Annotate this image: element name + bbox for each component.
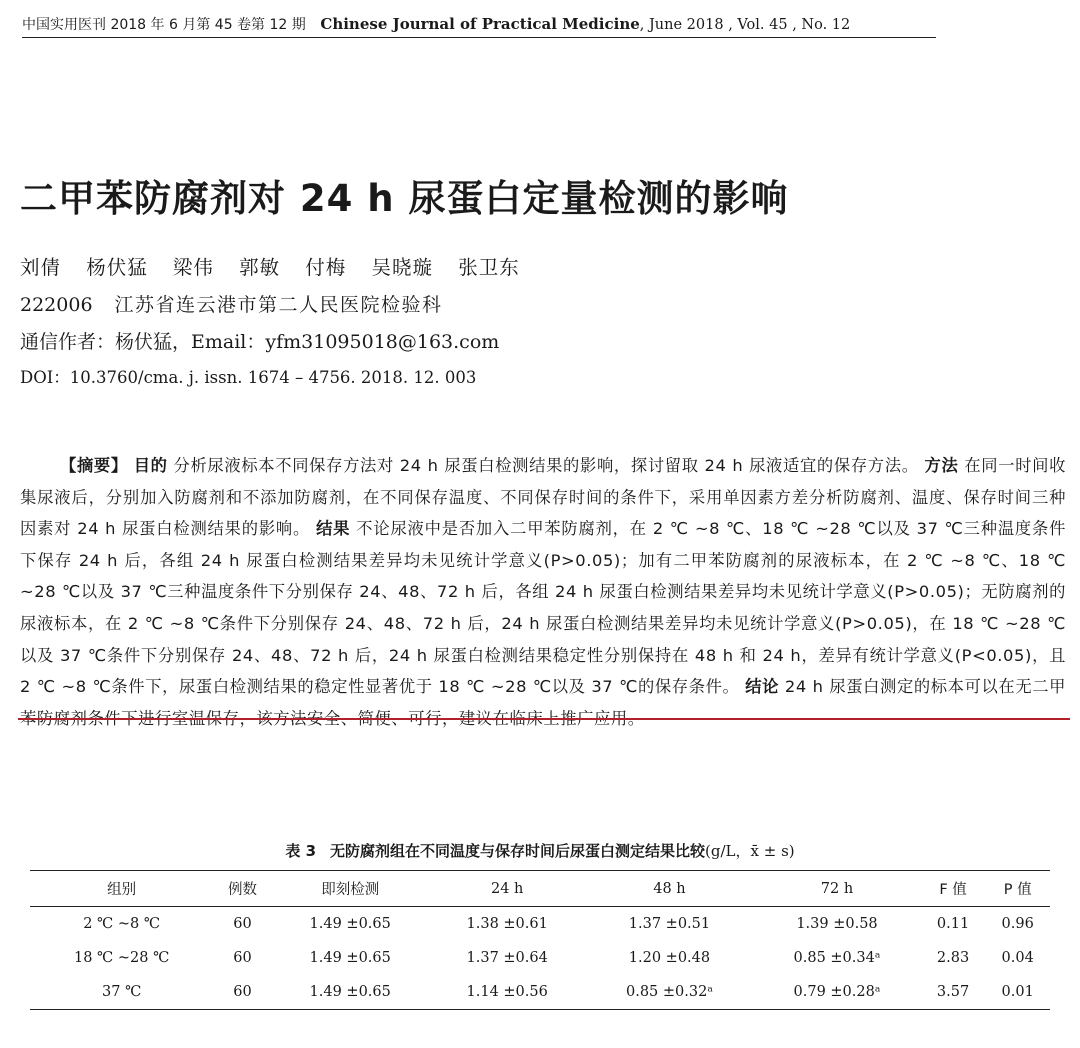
corresponding-label: 通信作者： [20, 331, 116, 353]
results-text-b: ，差异有统计学意义(P<0.05)，且 2 ℃ ~8 ℃条件下，尿蛋白检测结果的稳定性显著优于 18 ℃ ~28 ℃以及 37 ℃的保存条件。 [20, 645, 1066, 697]
table-number: 表 3 [285, 842, 317, 860]
abstract-tag: 【摘要】 [60, 456, 128, 475]
corresponding-value[interactable]: 杨伏猛，Email：yfm31095018@163.com [115, 331, 500, 353]
cell: 37 ℃ [30, 975, 213, 1010]
header-chinese: 中国实用医刊 2018 年 6 月第 45 卷第 12 期 [22, 17, 306, 33]
author-list: 刘倩 杨伏猛 梁伟 郭敏 付梅 吴晓璇 张卫东 [20, 256, 520, 279]
cell: 0.04 [1001, 950, 1034, 966]
methods-text: 在同一时间收集尿液后，分别加入防腐剂和不添加防腐剂，在不同保存温度、不同保存时间的条件下，采用单因素方差分析防腐剂、温度、保存时间三种因素对 24 h 尿蛋白检测结果的影响。 [20, 456, 1067, 539]
results-highlight: 18 ℃ ~28 ℃以及 37 ℃条件下分别保存 24、48、72 h 后，24 h 尿蛋白检测结果稳定性分别保持在 48 h 和 24 h [20, 613, 1067, 665]
col-group: 组别 [30, 871, 213, 907]
table-row [30, 907, 1050, 942]
cell: 0.96 [1001, 916, 1034, 932]
cell: 3.57 [921, 975, 986, 1010]
cell: 2 ℃ ~8 ℃ [83, 916, 161, 932]
abstract [20, 450, 1066, 734]
table-row [30, 975, 1050, 1010]
cell: 2.83 [936, 950, 970, 966]
objective-text: 分析尿液标本不同保存方法对 24 h 尿蛋白检测结果的影响，探讨留取 24 h 尿液适宜的保存方法。 [173, 456, 919, 475]
cell: 1.39 ±0.58 [796, 916, 878, 932]
conclusion-label: 结论 [745, 677, 780, 697]
conclusion-text: 24 h 尿蛋白测定的标本可以在无二甲苯防腐剂条件下进行室温保存，该方法安全、简便、可行，建议在临床上推广应用。 [20, 677, 1067, 728]
table-header-row [30, 871, 1050, 907]
col-p: P 值 [985, 871, 1050, 907]
col-n: 例数 [213, 871, 271, 907]
header-journal-name: Chinese Journal of Practical Medicine [320, 15, 640, 33]
cell: 1.37 ±0.51 [628, 916, 711, 932]
methods-label: 方法 [924, 456, 959, 475]
cell: 1.38 ±0.61 [466, 916, 548, 932]
table-caption [0, 840, 1080, 861]
cell: 1.49 ±0.65 [272, 975, 429, 1010]
article-title: 二甲苯防腐剂对 24 h 尿蛋白定量检测的影响 [20, 177, 789, 220]
postal-code: 222006 [20, 294, 93, 316]
cell: 0.11 [936, 916, 970, 932]
running-header [22, 14, 936, 38]
cell: 60 [233, 950, 252, 966]
cell: 1.49 ±0.65 [309, 916, 391, 932]
results-text-a: 不论尿液中是否加入二甲苯防腐剂，在 2 ℃ ~8 ℃、18 ℃ ~28 ℃以及 37 ℃三种温度条件下保存 24 h 后，各组 24 h 尿蛋白检测结果差异均未见统计学意义(P>0.05)；加有二甲苯防腐剂的尿液标本，在 2 ℃ ~8 ℃、18 ℃ ~28 ℃以及 37 ℃三种温度条件下分别保存 24、48、72 h 后，各组 24 h 尿蛋白检测结果差异均未见统计学意义(P>0.05)；无防腐剂的尿液标本，在 2 ℃ ~8 ℃条件下分别保存 24、48、72 h 后，24 h 尿蛋白检测结果差异均未见统计学意义(P>0.05)，在 [20, 519, 1066, 633]
col-24h: 24 h [429, 871, 586, 907]
col-immediate: 即刻检测 [272, 871, 429, 907]
col-48h: 48 h [586, 871, 754, 907]
cell: 1.49 ±0.65 [309, 950, 391, 966]
table-unit: (g/L，x̄ ± s) [705, 842, 795, 860]
cell: 18 ℃ ~28 ℃ [74, 950, 170, 966]
table-caption-text: 无防腐剂组在不同温度与保存时间后尿蛋白测定结果比较 [330, 842, 706, 860]
cell: 60 [213, 975, 271, 1010]
cell: 60 [233, 916, 252, 932]
table-row [30, 941, 1050, 975]
col-72h: 72 h [753, 871, 921, 907]
objective-label: 目的 [133, 456, 168, 475]
cell: 0.79 ±0.28ᵃ [753, 975, 921, 1010]
cell: 1.37 ±0.64 [466, 950, 548, 966]
affiliation [20, 290, 443, 317]
cell: 0.01 [985, 975, 1050, 1010]
doi-line[interactable]: DOI：10.3760/cma. j. issn. 1674 – 4756. 2018. 12. 003 [20, 368, 477, 387]
cell: 0.85 ±0.32ᵃ [586, 975, 754, 1010]
red-highlight-underline [18, 718, 1070, 720]
header-issue: , June 2018 , Vol. 45 , No. 12 [639, 17, 851, 33]
institution: 江苏省连云港市第二人民医院检验科 [114, 294, 443, 316]
results-table [30, 870, 1050, 1010]
cell: 0.85 ±0.34ᵃ [793, 950, 881, 966]
results-label: 结果 [316, 519, 351, 539]
corresponding-author [20, 327, 499, 354]
cell: 1.14 ±0.56 [429, 975, 586, 1010]
cell: 1.20 ±0.48 [628, 950, 711, 966]
col-f: F 值 [921, 871, 986, 907]
